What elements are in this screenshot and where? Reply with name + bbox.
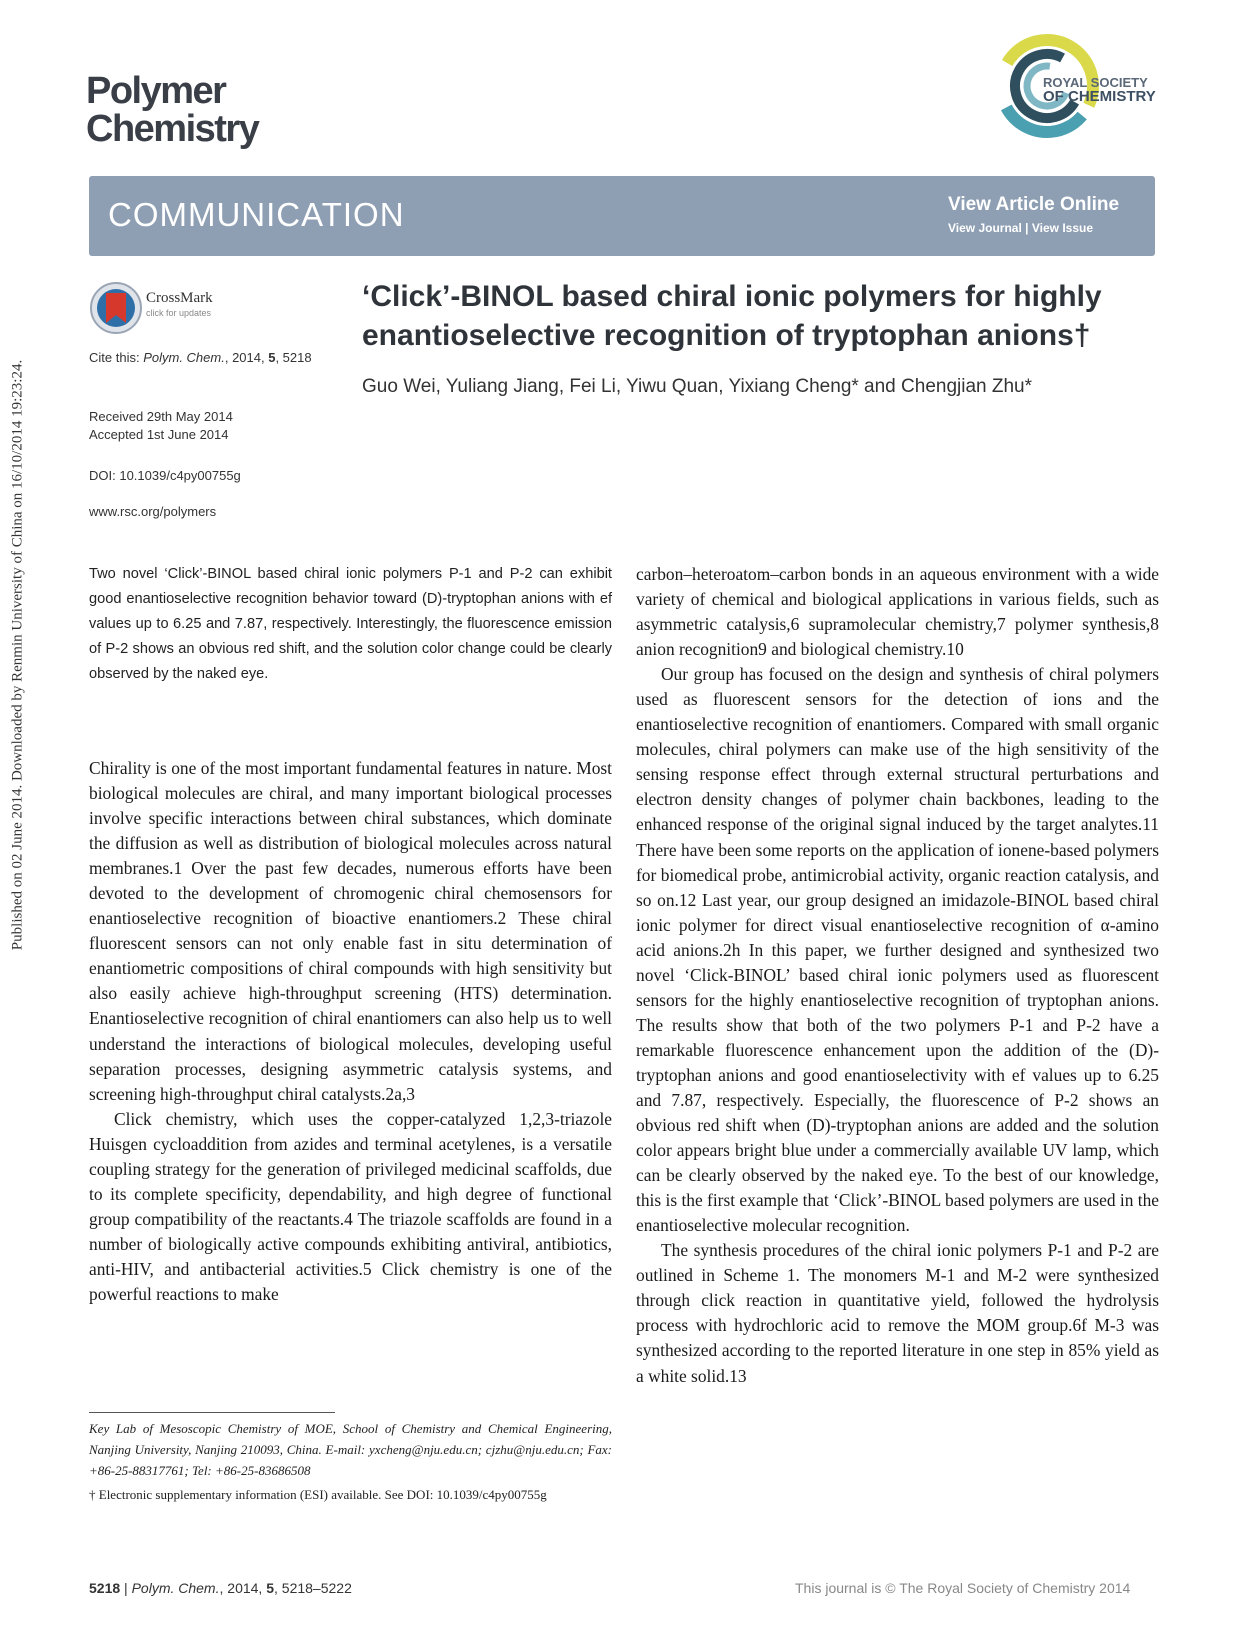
paragraph: Click chemistry, which uses the copper-catalyzed 1,2,3-triazole Huisgen cycloaddition from azides and terminal acetylenes, is a versatile coupling strategy for the generation of privileged medicinal scaffolds, due to its complete specificity, dependability, and high degree of functional group compatibility of the reactants.4 The triazole scaffolds are found in a number of biologically active compounds exhibiting antiviral, antibiotics, anti-HIV, and antibacterial activities.5 Click chemistry is one of the powerful reactions to make [89,1108,612,1304]
abstract: Two novel ‘Click’-BINOL based chiral ionic polymers P-1 and P-2 can exhibit good enantioselective recognition behavior toward (D)-tryptophan anions with ef values up to 6.25 and 7.87, respectively. Interestingly, the fluorescence emission of P-2 shows an obvious red shift, and the solution color change could be clearly observed by the naked eye. [89,566,612,682]
publication-stamp: Published on 02 June 2014. Downloaded by Renmin University of China on 16/10/2014 19:23:24. [9,359,26,951]
citation: Cite this: Polym. Chem., 2014, 5, 5218 [89,350,312,365]
article-type: COMMUNICATION [108,196,405,233]
copyright-notice: This journal is © The Royal Society of Chemistry 2014 [795,1580,1131,1596]
view-issue-link[interactable]: View Issue [1031,221,1094,235]
author-list: Guo Wei, Yuliang Jiang, Fei Li, Yiwu Quan, Yixiang Cheng* and Chengjian Zhu* [362,376,1033,397]
journal-url[interactable]: www.rsc.org/polymers [89,504,217,519]
crossmark-icon[interactable] [89,281,143,335]
article-title: ‘Click’-BINOL based chiral ionic polymers for highly enantioselective recognition of tryptophan anions† [362,280,1102,352]
esi-footnote: † Electronic supplementary information (ESI) available. See DOI: 10.1039/c4py00755g [89,1487,547,1502]
view-journal-link[interactable]: View Journal [948,221,1022,235]
doi[interactable]: DOI: 10.1039/c4py00755g [89,468,241,483]
affiliation-footnote: Key Lab of Mesoscopic Chemistry of MOE, School of Chemistry and Chemical Engineering, Nanjing University, Nanjing 210093, China. E-mail: yxcheng@nju.edu.cn; cjzhu@nju.edu.cn; Fax: +86-25-88317761; Tel: +86-25-83686508 [89,1421,612,1478]
journal-title: Polymer Chemistry [86,70,259,150]
footnote-divider [89,1412,335,1413]
accepted-date: Accepted 1st June 2014 [89,427,229,442]
crossmark-sub[interactable]: click for updates [146,308,212,318]
paragraph: The synthesis procedures of the chiral ionic polymers P-1 and P-2 are outlined in Scheme 1. The monomers M-1 and M-2 were synthesized through click reaction in quantitative yield, followed the hydrolysis process with hydrochloric acid to remove the MOM group.6f M-3 was synthesized according to the reported literature in one step in 85% yield as a white solid.13 [636,1240,1159,1386]
body-column-left [89,756,612,1307]
rsc-name: ROYAL SOCIETY OF CHEMISTRY [1043,75,1156,105]
paragraph: Our group has focused on the design and synthesis of chiral polymers used as fluorescent sensors for the detection of ions and the enantioselective recognition of enantiomers. Compared with small organic molecules, chiral polymers can make use of the high sensitivity of the sensing response effect through external structural perturbations and electron density changes of polymer chain backbones, leading to the enhanced response of the original signal induced by the target analytes.11 There have been some reports on the application of ionene-based polymers for biomedical probe, antimicrobial activity, organic reaction catalysis, and so on.12 Last year, our group designed an imidazole-BINOL based chiral ionic polymer for direct visual enantioselective recognition of α-amino acid anions.2h In this paper, we further designed and synthesized two novel ‘Click-BINOL’ based chiral ionic polymers used as fluorescent sensors for the highly enantioselective recognition of tryptophan anions. The results show that both of the two polymers P-1 and P-2 have a remarkable fluorescence enhancement upon the addition of the (D)-tryptophan anions and good enantioselectivity with ef values up to 6.25 and 7.87, respectively. Especially, the fluorescence of P-2 shows an obvious red shift when (D)-tryptophan anions are added and the solution color appears bright blue under a commercially available UV lamp, which can be clearly observed by the naked eye. To the best of our knowledge, this is the first example that ‘Click’-BINOL based polymers are used in the enantioselective molecular recognition. [636,664,1159,1236]
crossmark-label[interactable]: CrossMark [146,290,213,306]
body-column-right [636,562,1159,1389]
view-article-online-link[interactable]: View Article Online [948,194,1120,215]
paragraph: Chirality is one of the most important fundamental features in nature. Most biological molecules are chiral, and many important biological processes involve specific interactions between chiral substances, which dominate the diffusion as well as distribution of biological molecules across natural membranes.1 Over the past few decades, numerous efforts have been devoted to the development of chromogenic chiral chemosensors for enantioselective recognition of bioactive enantiomers.2 These chiral fluorescent sensors can not only enable fast in situ determination of enantiometric compositions of chiral compounds with high sensitivity but also easily achieve high-throughput screening (HTS) determination. Enantioselective recognition of chiral enantiomers can also help us to well understand the interactions of biological molecules, developing useful separation processes, designing asymmetric catalysis systems, and screening high-throughput chiral catalysts.2a,3 [89,758,612,1104]
paragraph: carbon–heteroatom–carbon bonds in an aqueous environment with a wide variety of chemical and biological applications in various fields, such as asymmetric catalysis,6 supramolecular chemistry,7 polymer synthesis,8 anion recognition9 and biological chemistry.10 [636,564,1159,660]
view-links: View Journal | View Issue [948,221,1094,235]
page-footer-citation: 5218 | Polym. Chem., 2014, 5, 5218–5222 [89,1580,352,1596]
received-date: Received 29th May 2014 [89,409,233,424]
